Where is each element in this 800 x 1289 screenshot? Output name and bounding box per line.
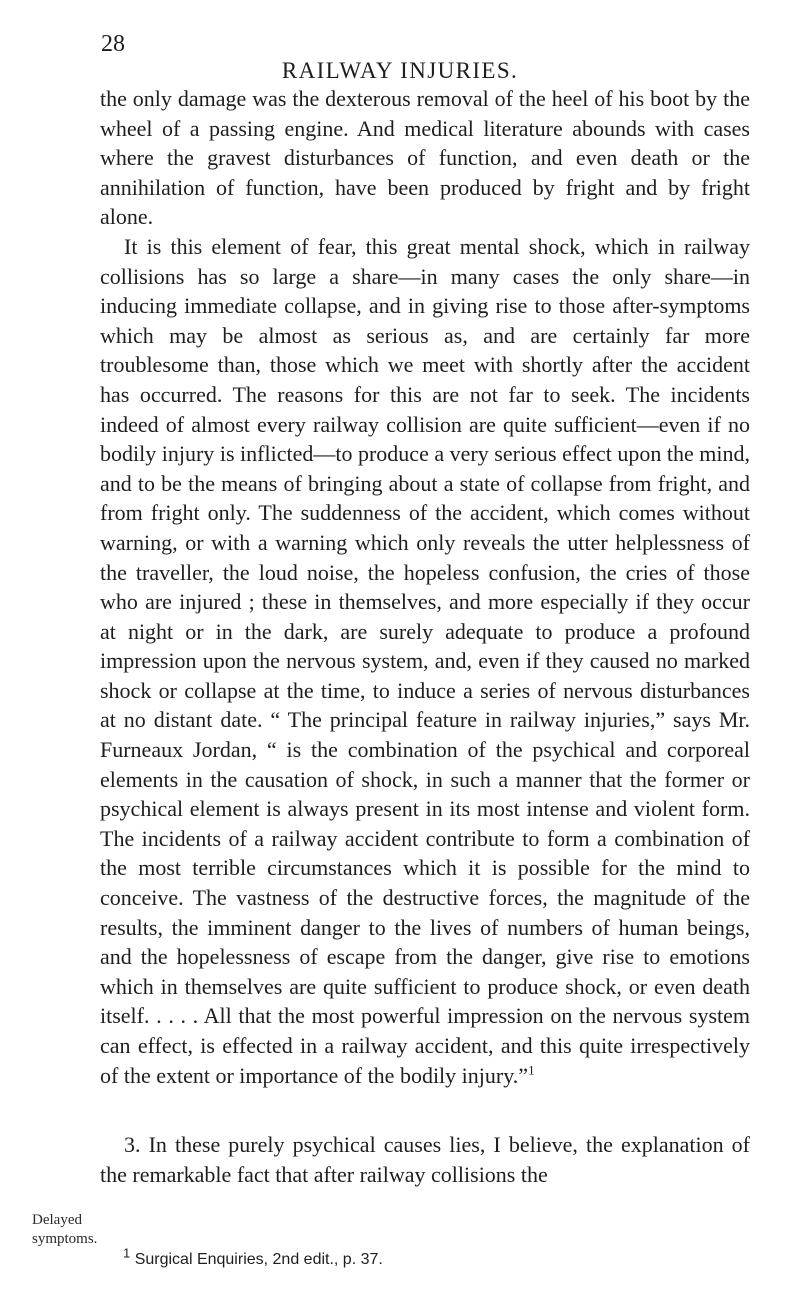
margin-note-line-1: Delayed [32,1212,82,1228]
body-text [100,84,750,1189]
margin-note-line-2: symptoms. [32,1231,98,1247]
paragraph-2 [100,232,750,1090]
paragraph-3: 3. In these purely psychical causes lies, I believe, the explanation of the remarkable fact that after railway collisions the [100,1132,750,1187]
page-number: 28 [101,31,125,57]
margin-note [32,1211,98,1249]
footnote-marker: 1 [123,1245,131,1261]
running-title: RAILWAY INJURIES. [281,58,519,83]
footnote-reference: 1 [528,1062,535,1078]
footnote-text: Surgical Enquiries, 2nd edit., p. 37. [134,1251,383,1268]
footnote [123,1245,743,1270]
paragraph-1: the only damage was the dexterous removal of the heel of his boot by the wheel of a passing engine. And medical literature abounds with cases where the gravest disturbances of function, and even death or the annihilation of function, have been produced by fright and by fright alone. [100,86,750,230]
paragraph-2-text: It is this element of fear, this great mental shock, which in railway collisions has so large a share—in many cases the only share—in inducing immediate collapse, and in giving rise to those after-symptoms which may be almost as serious as, and are certainly far more troublesome than, those which we meet with shortly after the accident has occurred. The reasons for this are not far to seek. The incidents indeed of almost every railway collision are quite sufficient—even if no bodily injury is inflicted—to produce a very serious effect upon the mind, and to be the means of bringing about a state of collapse from fright, and from fright only. The suddenness of the accident, which comes without warning, or with a warning which only reveals the utter helplessness of the traveller, the loud noise, the hopeless confusion, the cries of those who are injured ; these in themselves, and more especially if they occur at night or in the dark, are surely adequate to produce a profound impression upon the nervous system, and, even if they caused no marked shock or collapse at the time, to induce a series of nervous disturbances at no distant date. “ The principal feature in railway injuries,” says Mr. Furneaux Jordan, “ is the combination of the psychical and corporeal elements in the causation of shock, in such a manner that the former or psychical element is always present in its most intense and violent form. The incidents of a railway accident contribute to form a combination of the most terrible circumstances which it is possible for the mind to conceive. The vastness of the destructive forces, the magnitude of the results, the imminent danger to the lives of numbers of human beings, and the hopelessness of escape from the danger, give rise to emotions which in themselves are quite sufficient to produce shock, or even death itself. . . . . All that the most powerful impression on the nervous system can effect, is effected in a railway accident, and this quite irrespectively of the extent or importance of the bodily injury.” [100,233,750,1088]
